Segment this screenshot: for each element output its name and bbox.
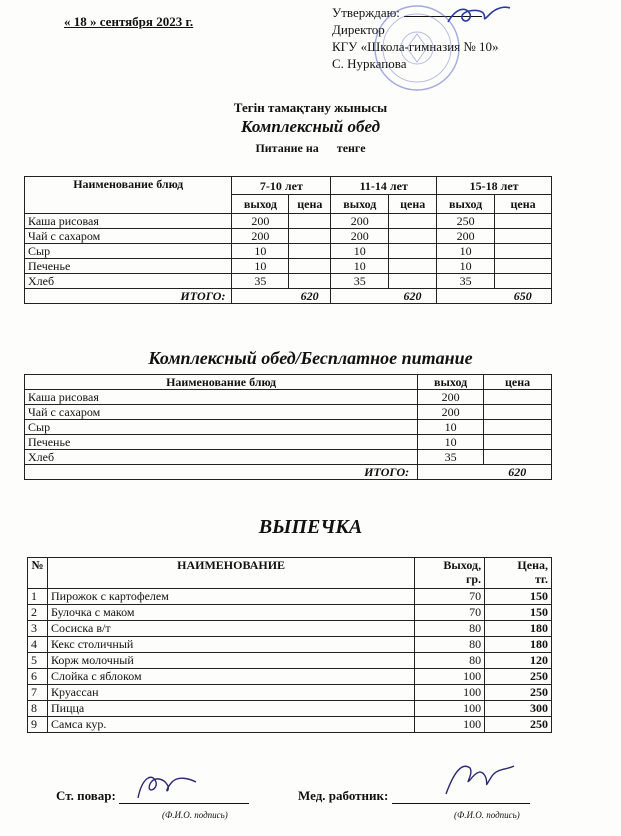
total-value: 620 bbox=[289, 289, 331, 304]
item-name: Сосиска в/т bbox=[47, 621, 414, 637]
dish-name: Каша рисовая bbox=[25, 214, 232, 229]
dish-out: 200 bbox=[418, 390, 484, 405]
total-value: 650 bbox=[495, 289, 552, 304]
row-number: 4 bbox=[28, 637, 48, 653]
dish-price bbox=[484, 450, 552, 465]
nutrition-unit: тенге bbox=[336, 141, 366, 155]
complex-lunch-table bbox=[24, 176, 552, 304]
sub-header-out: выход bbox=[437, 195, 495, 214]
dish-name: Хлеб bbox=[25, 450, 418, 465]
table-row bbox=[25, 274, 552, 289]
item-price: 150 bbox=[485, 589, 552, 605]
dish-out: 200 bbox=[232, 214, 289, 229]
bakery-table bbox=[27, 557, 552, 733]
cook-caption: (Ф.И.О. подпись) bbox=[162, 810, 228, 820]
total-spacer bbox=[437, 289, 495, 304]
item-out: 100 bbox=[415, 669, 485, 685]
dish-price bbox=[389, 214, 437, 229]
item-name: Корж молочный bbox=[47, 653, 414, 669]
row-number: 5 bbox=[28, 653, 48, 669]
table-row bbox=[25, 259, 552, 274]
table-row bbox=[28, 717, 552, 733]
row-number: 3 bbox=[28, 621, 48, 637]
total-label: ИТОГО: bbox=[25, 465, 418, 480]
item-out: 70 bbox=[415, 605, 485, 621]
medic-label: Мед. работник: bbox=[298, 788, 389, 803]
table-row bbox=[28, 589, 552, 605]
dish-name: Сыр bbox=[25, 244, 232, 259]
title-complex-lunch: Комплексный обед bbox=[240, 117, 381, 136]
table-row bbox=[25, 244, 552, 259]
table-row bbox=[25, 420, 552, 435]
item-name: Слойка с яблоком bbox=[47, 669, 414, 685]
total-row bbox=[25, 289, 552, 304]
col-header-out: выход bbox=[418, 375, 484, 390]
dish-price bbox=[289, 274, 331, 289]
item-price: 180 bbox=[485, 621, 552, 637]
table-row bbox=[28, 621, 552, 637]
item-out: 100 bbox=[415, 685, 485, 701]
sub-header-price: цена bbox=[389, 195, 437, 214]
dish-out: 200 bbox=[418, 405, 484, 420]
table-row bbox=[28, 669, 552, 685]
table-row bbox=[25, 450, 552, 465]
item-name: Пирожок с картофелем bbox=[47, 589, 414, 605]
item-name: Самса кур. bbox=[47, 717, 414, 733]
dish-price bbox=[389, 274, 437, 289]
dish-out: 35 bbox=[232, 274, 289, 289]
dish-name: Чай с сахаром bbox=[25, 405, 418, 420]
col-header-age-7-10: 7-10 лет bbox=[232, 177, 331, 195]
dish-price bbox=[484, 420, 552, 435]
total-label: ИТОГО: bbox=[25, 289, 232, 304]
col-header-name: НАИМЕНОВАНИЕ bbox=[47, 558, 414, 589]
dish-out: 10 bbox=[437, 259, 495, 274]
row-number: 7 bbox=[28, 685, 48, 701]
dish-out: 35 bbox=[331, 274, 389, 289]
title-free-meal: Комплексный обед/Бесплатное питание bbox=[148, 348, 473, 368]
approve-organization: КГУ «Школа-гимназия № 10» bbox=[332, 39, 499, 54]
col-header-out: Выход, гр. bbox=[415, 558, 485, 589]
col-header-number: № bbox=[28, 558, 48, 589]
col-header-age-11-14: 11-14 лет bbox=[331, 177, 437, 195]
dish-out: 200 bbox=[232, 229, 289, 244]
title-bakery: ВЫПЕЧКА bbox=[258, 516, 363, 538]
dish-price bbox=[495, 229, 552, 244]
dish-out: 35 bbox=[418, 450, 484, 465]
table-row bbox=[25, 390, 552, 405]
dish-out: 35 bbox=[437, 274, 495, 289]
row-number: 1 bbox=[28, 589, 48, 605]
title-kazakh: Тегін тамақтану жынысы bbox=[233, 100, 388, 115]
dish-price bbox=[389, 244, 437, 259]
total-value: 620 bbox=[389, 289, 437, 304]
approve-label: Утверждаю: bbox=[332, 5, 400, 20]
dish-price bbox=[484, 405, 552, 420]
dish-price bbox=[495, 259, 552, 274]
dish-name: Хлеб bbox=[25, 274, 232, 289]
dish-out: 250 bbox=[437, 214, 495, 229]
item-price: 250 bbox=[485, 685, 552, 701]
item-price: 150 bbox=[485, 605, 552, 621]
dish-price bbox=[495, 274, 552, 289]
item-price: 250 bbox=[485, 717, 552, 733]
medic-caption: (Ф.И.О. подпись) bbox=[454, 810, 520, 820]
col-header-dish: Наименование блюд bbox=[25, 375, 418, 390]
total-spacer bbox=[418, 465, 484, 480]
total-row bbox=[25, 465, 552, 480]
dish-price bbox=[495, 214, 552, 229]
dish-name: Печенье bbox=[25, 259, 232, 274]
row-number: 8 bbox=[28, 701, 48, 717]
table-row bbox=[25, 405, 552, 420]
dish-out: 10 bbox=[418, 420, 484, 435]
item-out: 80 bbox=[415, 653, 485, 669]
nutrition-line bbox=[0, 141, 621, 156]
sub-header-price: цена bbox=[289, 195, 331, 214]
table-row bbox=[28, 701, 552, 717]
item-name: Пицца bbox=[47, 701, 414, 717]
document-date: « 18 » сентября 2023 г. bbox=[64, 14, 194, 29]
col-header-price: цена bbox=[484, 375, 552, 390]
table-row bbox=[28, 605, 552, 621]
row-number: 6 bbox=[28, 669, 48, 685]
total-spacer bbox=[331, 289, 389, 304]
item-out: 100 bbox=[415, 701, 485, 717]
col-header-dish: Наименование блюд bbox=[25, 177, 232, 214]
total-value: 620 bbox=[484, 465, 552, 480]
col-header-price: Цена, тг. bbox=[485, 558, 552, 589]
dish-price bbox=[389, 229, 437, 244]
dish-out: 200 bbox=[437, 229, 495, 244]
medic-signature-line bbox=[392, 803, 530, 804]
dish-name: Каша рисовая bbox=[25, 390, 418, 405]
item-price: 180 bbox=[485, 637, 552, 653]
dish-out: 10 bbox=[232, 244, 289, 259]
row-number: 9 bbox=[28, 717, 48, 733]
director-signature-icon bbox=[444, 2, 514, 30]
dish-price bbox=[289, 214, 331, 229]
item-price: 300 bbox=[485, 701, 552, 717]
item-price: 120 bbox=[485, 653, 552, 669]
item-out: 80 bbox=[415, 637, 485, 653]
item-name: Круассан bbox=[47, 685, 414, 701]
item-price: 250 bbox=[485, 669, 552, 685]
dish-out: 10 bbox=[331, 259, 389, 274]
dish-out: 10 bbox=[331, 244, 389, 259]
dish-out: 10 bbox=[418, 435, 484, 450]
sub-header-out: выход bbox=[331, 195, 389, 214]
cook-signature-icon bbox=[132, 768, 202, 804]
table-row bbox=[25, 435, 552, 450]
item-out: 70 bbox=[415, 589, 485, 605]
table-row bbox=[28, 653, 552, 669]
item-name: Кекс столичный bbox=[47, 637, 414, 653]
col-header-age-15-18: 15-18 лет bbox=[437, 177, 552, 195]
dish-price bbox=[484, 390, 552, 405]
dish-out: 200 bbox=[331, 229, 389, 244]
approve-person: С. Нуркапова bbox=[332, 56, 407, 71]
table-row bbox=[28, 685, 552, 701]
cook-label: Ст. повар: bbox=[56, 788, 116, 803]
table-row bbox=[25, 229, 552, 244]
dish-price bbox=[484, 435, 552, 450]
total-spacer bbox=[232, 289, 289, 304]
dish-out: 10 bbox=[232, 259, 289, 274]
dish-price bbox=[495, 244, 552, 259]
nutrition-label: Питание на bbox=[255, 141, 319, 155]
dish-price bbox=[289, 229, 331, 244]
item-out: 100 bbox=[415, 717, 485, 733]
row-number: 2 bbox=[28, 605, 48, 621]
sub-header-out: выход bbox=[232, 195, 289, 214]
approve-position: Директор bbox=[332, 22, 385, 37]
free-meal-table bbox=[24, 374, 552, 480]
dish-name: Чай с сахаром bbox=[25, 229, 232, 244]
dish-name: Печенье bbox=[25, 435, 418, 450]
dish-price bbox=[289, 244, 331, 259]
dish-out: 200 bbox=[331, 214, 389, 229]
dish-price bbox=[289, 259, 331, 274]
sub-header-price: цена bbox=[495, 195, 552, 214]
table-row bbox=[25, 214, 552, 229]
dish-out: 10 bbox=[437, 244, 495, 259]
dish-price bbox=[389, 259, 437, 274]
table-row bbox=[28, 637, 552, 653]
medic-signature-icon bbox=[440, 758, 520, 802]
dish-name: Сыр bbox=[25, 420, 418, 435]
item-name: Булочка с маком bbox=[47, 605, 414, 621]
item-out: 80 bbox=[415, 621, 485, 637]
